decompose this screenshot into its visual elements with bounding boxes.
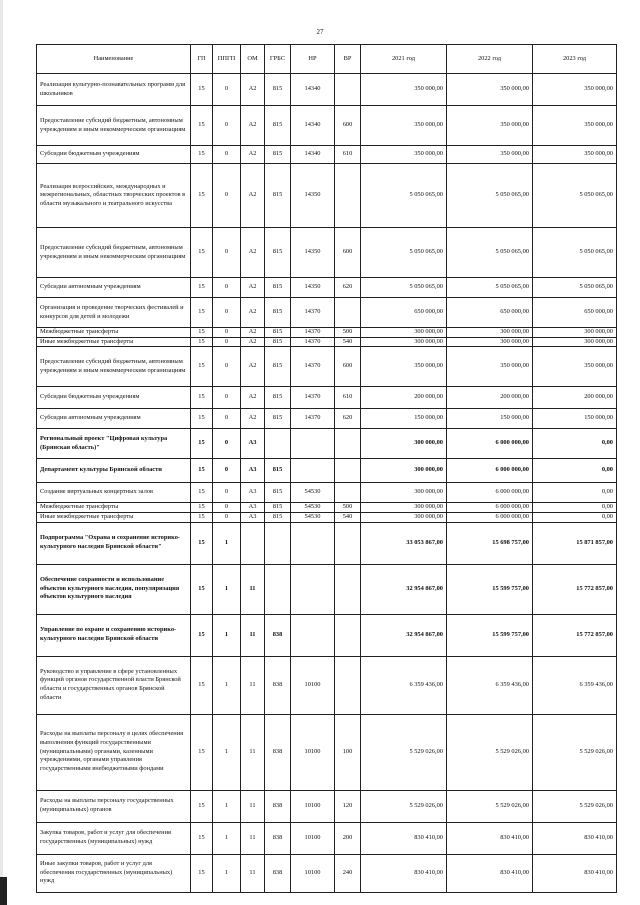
cell-grbs: 838 [265,790,291,822]
header-ppgp: ППГП [213,45,241,74]
header-2023: 2023 год [533,45,617,74]
cell-vr: 240 [335,854,361,892]
cell-gp: 15 [191,298,213,328]
header-om: ОМ [241,45,265,74]
cell-om: А2 [241,347,265,387]
cell-2023: 15 772 857,00 [533,564,617,614]
cell-name: Региональный проект "Цифровая культура (Брянская область)" [37,429,191,459]
cell-name: Субсидии бюджетным учреждениям [37,387,191,409]
table-row [37,512,617,522]
header-vr: ВР [335,45,361,74]
cell-2022: 15 599 757,00 [447,614,533,656]
table-row [37,387,617,409]
cell-nr: 14340 [291,106,335,146]
cell-2022: 150 000,00 [447,409,533,429]
cell-nr [291,564,335,614]
table-row [37,429,617,459]
cell-name: Расходы на выплаты персоналу государственных (муниципальных) органов [37,790,191,822]
cell-name: Руководство и управление в сфере установленных функций органов государственной власти Брянской области и государственных органов Брянской области [37,656,191,714]
cell-2023: 0,00 [533,503,617,513]
cell-ppgp: 1 [213,564,241,614]
budget-table [36,44,617,893]
cell-nr: 10100 [291,656,335,714]
cell-2021: 350 000,00 [361,146,447,164]
cell-gp: 15 [191,387,213,409]
cell-name: Закупка товаров, работ и услуг для обеспечения государственных (муниципальных) нужд [37,822,191,854]
cell-2021: 5 050 065,00 [361,164,447,228]
cell-ppgp: 0 [213,337,241,347]
cell-nr: 14370 [291,298,335,328]
cell-om: А3 [241,503,265,513]
cell-2021: 300 000,00 [361,459,447,483]
table-row [37,146,617,164]
cell-vr [335,298,361,328]
cell-om [241,522,265,564]
cell-grbs: 815 [265,146,291,164]
cell-gp: 15 [191,409,213,429]
cell-grbs: 815 [265,228,291,278]
cell-om: А2 [241,298,265,328]
cell-name: Предоставление субсидий бюджетным, автономным учреждениям и иным некоммерческим организациям [37,106,191,146]
cell-vr: 500 [335,328,361,338]
cell-2022: 650 000,00 [447,298,533,328]
cell-gp: 15 [191,278,213,298]
header-2021: 2021 год [361,45,447,74]
cell-vr [335,483,361,503]
cell-2022: 830 410,00 [447,854,533,892]
cell-2023: 300 000,00 [533,337,617,347]
table-row [37,564,617,614]
cell-vr: 500 [335,503,361,513]
cell-om: А3 [241,429,265,459]
cell-vr [335,459,361,483]
cell-nr: 54530 [291,512,335,522]
cell-nr [291,429,335,459]
cell-2021: 300 000,00 [361,512,447,522]
cell-gp: 15 [191,522,213,564]
cell-2022: 350 000,00 [447,146,533,164]
cell-2022: 6 000 000,00 [447,429,533,459]
table-row [37,656,617,714]
cell-om: 11 [241,714,265,790]
cell-grbs [265,522,291,564]
cell-grbs: 815 [265,512,291,522]
cell-2021: 5 050 065,00 [361,278,447,298]
cell-2023: 200 000,00 [533,387,617,409]
header-2022: 2022 год [447,45,533,74]
cell-2021: 33 053 867,00 [361,522,447,564]
cell-name: Реализация культурно-познавательных программ для школьников [37,74,191,106]
cell-om: А2 [241,337,265,347]
cell-nr: 54530 [291,483,335,503]
table-row [37,822,617,854]
cell-2023: 5 050 065,00 [533,228,617,278]
cell-nr: 14350 [291,164,335,228]
cell-nr: 14340 [291,146,335,164]
cell-2023: 0,00 [533,429,617,459]
cell-om: 11 [241,822,265,854]
cell-name: Субсидии бюджетным учреждениям [37,146,191,164]
cell-om: 11 [241,854,265,892]
cell-grbs: 815 [265,409,291,429]
cell-2023: 350 000,00 [533,146,617,164]
cell-gp: 15 [191,228,213,278]
cell-2023: 0,00 [533,459,617,483]
cell-nr [291,522,335,564]
cell-ppgp: 1 [213,522,241,564]
cell-2023: 5 050 065,00 [533,164,617,228]
cell-2021: 6 359 436,00 [361,656,447,714]
cell-2022: 15 599 757,00 [447,564,533,614]
cell-2022: 5 050 065,00 [447,164,533,228]
cell-2021: 830 410,00 [361,822,447,854]
cell-nr: 14350 [291,228,335,278]
cell-om: А2 [241,146,265,164]
cell-gp: 15 [191,714,213,790]
header-nr: НР [291,45,335,74]
cell-2022: 350 000,00 [447,74,533,106]
cell-2021: 830 410,00 [361,854,447,892]
cell-grbs: 815 [265,503,291,513]
cell-ppgp: 0 [213,298,241,328]
header-grbs: ГРБС [265,45,291,74]
cell-name: Департамент культуры Брянской области [37,459,191,483]
cell-om: А2 [241,387,265,409]
table-row [37,337,617,347]
cell-vr [335,429,361,459]
cell-ppgp: 0 [213,278,241,298]
table-row [37,328,617,338]
cell-nr: 10100 [291,790,335,822]
cell-name: Предоставление субсидий бюджетным, автономным учреждениям и иным некоммерческим организациям [37,228,191,278]
cell-2023: 15 871 857,00 [533,522,617,564]
cell-grbs: 815 [265,278,291,298]
table-row [37,459,617,483]
cell-2021: 300 000,00 [361,483,447,503]
scan-mark [0,877,7,905]
cell-ppgp: 0 [213,106,241,146]
cell-gp: 15 [191,74,213,106]
cell-ppgp: 1 [213,714,241,790]
cell-2022: 830 410,00 [447,822,533,854]
cell-name: Создание виртуальных концертных залов [37,483,191,503]
cell-ppgp: 0 [213,228,241,278]
cell-grbs: 838 [265,714,291,790]
cell-2022: 6 000 000,00 [447,483,533,503]
cell-name: Расходы на выплаты персоналу в целях обеспечения выполнения функций государственными (муниципальными) органами, казенными учреждениями, органами управления государственными внебюджетными фондами [37,714,191,790]
cell-2023: 0,00 [533,512,617,522]
cell-nr: 10100 [291,714,335,790]
cell-2023: 5 529 026,00 [533,790,617,822]
cell-2023: 350 000,00 [533,74,617,106]
header-gp: ГП [191,45,213,74]
cell-gp: 15 [191,512,213,522]
cell-2022: 200 000,00 [447,387,533,409]
scan-edge [0,0,3,905]
cell-nr: 10100 [291,854,335,892]
cell-gp: 15 [191,822,213,854]
table-row [37,74,617,106]
table-row [37,347,617,387]
cell-grbs: 815 [265,74,291,106]
cell-grbs: 838 [265,656,291,714]
cell-ppgp: 0 [213,483,241,503]
cell-om: А3 [241,483,265,503]
cell-gp: 15 [191,146,213,164]
cell-name: Подпрограмма "Охрана и сохранение историко-культурного наследия Брянской области" [37,522,191,564]
cell-ppgp: 0 [213,328,241,338]
cell-vr: 600 [335,228,361,278]
page-number: 27 [316,28,324,36]
cell-gp: 15 [191,483,213,503]
cell-vr [335,74,361,106]
cell-vr [335,656,361,714]
cell-name: Субсидии автономным учреждениям [37,409,191,429]
cell-2023: 650 000,00 [533,298,617,328]
cell-gp: 15 [191,503,213,513]
cell-nr: 14370 [291,328,335,338]
cell-om: А2 [241,228,265,278]
cell-name: Иные межбюджетные трансферты [37,337,191,347]
cell-om: А2 [241,278,265,298]
cell-name: Иные межбюджетные трансферты [37,512,191,522]
cell-gp: 15 [191,337,213,347]
cell-ppgp: 0 [213,74,241,106]
cell-2021: 300 000,00 [361,503,447,513]
table-row [37,164,617,228]
cell-ppgp: 0 [213,146,241,164]
cell-2021: 32 954 867,00 [361,614,447,656]
cell-om: А2 [241,409,265,429]
cell-2022: 350 000,00 [447,347,533,387]
cell-2021: 300 000,00 [361,328,447,338]
cell-grbs: 838 [265,854,291,892]
table-row [37,106,617,146]
cell-grbs: 815 [265,106,291,146]
cell-nr: 14370 [291,347,335,387]
cell-nr: 14350 [291,278,335,298]
table-row [37,483,617,503]
cell-2023: 830 410,00 [533,822,617,854]
cell-2022: 15 698 757,00 [447,522,533,564]
cell-name: Межбюджетные трансферты [37,503,191,513]
cell-om: А3 [241,512,265,522]
cell-ppgp: 0 [213,503,241,513]
cell-vr [335,164,361,228]
cell-name: Обеспечение сохранности и использование объектов культурного наследия, популяризация объектов культурного наследия [37,564,191,614]
table-row [37,503,617,513]
cell-2023: 830 410,00 [533,854,617,892]
cell-2021: 650 000,00 [361,298,447,328]
cell-om: 11 [241,564,265,614]
cell-2023: 6 359 436,00 [533,656,617,714]
cell-ppgp: 1 [213,790,241,822]
cell-vr: 540 [335,337,361,347]
cell-name: Управление по охране и сохранению историко-культурного наследия Брянской области [37,614,191,656]
cell-2022: 6 000 000,00 [447,459,533,483]
cell-name: Предоставление субсидий бюджетным, автономным учреждениям и иным некоммерческим организациям [37,347,191,387]
cell-gp: 15 [191,459,213,483]
cell-2023: 150 000,00 [533,409,617,429]
cell-om: 11 [241,656,265,714]
cell-2021: 200 000,00 [361,387,447,409]
cell-nr [291,614,335,656]
cell-2022: 5 050 065,00 [447,228,533,278]
cell-gp: 15 [191,429,213,459]
table-body [37,74,617,893]
header-name: Наименование [37,45,191,74]
cell-vr [335,522,361,564]
cell-vr: 610 [335,387,361,409]
cell-om: А2 [241,164,265,228]
cell-vr: 540 [335,512,361,522]
cell-grbs: 815 [265,483,291,503]
cell-gp: 15 [191,614,213,656]
cell-2021: 350 000,00 [361,347,447,387]
cell-gp: 15 [191,564,213,614]
cell-name: Организация и проведение творческих фестивалей и конкурсов для детей и молодежи [37,298,191,328]
cell-name: Иные закупки товаров, работ и услуг для обеспечения государственных (муниципальных) нужд [37,854,191,892]
cell-nr [291,459,335,483]
cell-ppgp: 1 [213,854,241,892]
cell-ppgp: 1 [213,614,241,656]
table-row [37,714,617,790]
cell-vr: 100 [335,714,361,790]
cell-2021: 5 529 026,00 [361,714,447,790]
cell-name: Реализация всероссийских, международных и межрегиональных, областных творческих проектов в области музыкального и театрального искусства [37,164,191,228]
cell-grbs: 838 [265,822,291,854]
cell-vr: 620 [335,409,361,429]
cell-ppgp: 0 [213,164,241,228]
cell-vr: 600 [335,106,361,146]
cell-2023: 300 000,00 [533,328,617,338]
cell-gp: 15 [191,347,213,387]
cell-ppgp: 0 [213,387,241,409]
cell-name: Межбюджетные трансферты [37,328,191,338]
cell-nr: 14370 [291,409,335,429]
cell-gp: 15 [191,790,213,822]
cell-gp: 15 [191,656,213,714]
table-row [37,278,617,298]
cell-2022: 5 529 026,00 [447,790,533,822]
cell-ppgp: 1 [213,822,241,854]
cell-name: Субсидии автономным учреждениям [37,278,191,298]
cell-om: А2 [241,106,265,146]
cell-gp: 15 [191,328,213,338]
cell-vr: 610 [335,146,361,164]
cell-grbs: 838 [265,614,291,656]
cell-nr: 14370 [291,387,335,409]
table-row [37,409,617,429]
cell-grbs: 815 [265,328,291,338]
cell-2022: 6 000 000,00 [447,512,533,522]
cell-om: 11 [241,790,265,822]
cell-2021: 350 000,00 [361,74,447,106]
cell-2023: 350 000,00 [533,347,617,387]
cell-ppgp: 1 [213,656,241,714]
cell-ppgp: 0 [213,409,241,429]
table-row [37,790,617,822]
cell-2022: 300 000,00 [447,337,533,347]
cell-2022: 6 359 436,00 [447,656,533,714]
cell-2022: 5 529 026,00 [447,714,533,790]
cell-nr: 14370 [291,337,335,347]
cell-2022: 300 000,00 [447,328,533,338]
cell-om: А2 [241,74,265,106]
cell-vr: 200 [335,822,361,854]
cell-2021: 300 000,00 [361,429,447,459]
table-row [37,522,617,564]
cell-grbs: 815 [265,164,291,228]
cell-nr: 14340 [291,74,335,106]
cell-gp: 15 [191,164,213,228]
cell-nr: 10100 [291,822,335,854]
table-header-row [37,45,617,74]
cell-2023: 0,00 [533,483,617,503]
table-row [37,298,617,328]
cell-vr: 600 [335,347,361,387]
cell-grbs: 815 [265,298,291,328]
cell-om: А2 [241,328,265,338]
cell-2023: 5 050 065,00 [533,278,617,298]
cell-gp: 15 [191,106,213,146]
cell-ppgp: 0 [213,512,241,522]
table-row [37,614,617,656]
cell-vr: 620 [335,278,361,298]
cell-ppgp: 0 [213,347,241,387]
cell-ppgp: 0 [213,429,241,459]
cell-2021: 5 529 026,00 [361,790,447,822]
cell-2023: 350 000,00 [533,106,617,146]
cell-ppgp: 0 [213,459,241,483]
cell-nr: 54530 [291,503,335,513]
cell-grbs: 815 [265,347,291,387]
cell-gp: 15 [191,854,213,892]
cell-grbs: 815 [265,337,291,347]
cell-vr [335,564,361,614]
cell-grbs [265,564,291,614]
cell-2023: 5 529 026,00 [533,714,617,790]
cell-grbs: 815 [265,459,291,483]
cell-2022: 350 000,00 [447,106,533,146]
cell-2023: 15 772 857,00 [533,614,617,656]
cell-2021: 350 000,00 [361,106,447,146]
cell-om: 11 [241,614,265,656]
cell-2022: 5 050 065,00 [447,278,533,298]
cell-grbs: 815 [265,387,291,409]
cell-2021: 300 000,00 [361,337,447,347]
table-row [37,854,617,892]
cell-grbs [265,429,291,459]
cell-2021: 5 050 065,00 [361,228,447,278]
cell-om: А3 [241,459,265,483]
cell-vr: 120 [335,790,361,822]
cell-2021: 150 000,00 [361,409,447,429]
cell-2021: 32 954 867,00 [361,564,447,614]
cell-vr [335,614,361,656]
table-row [37,228,617,278]
cell-2022: 6 000 000,00 [447,503,533,513]
